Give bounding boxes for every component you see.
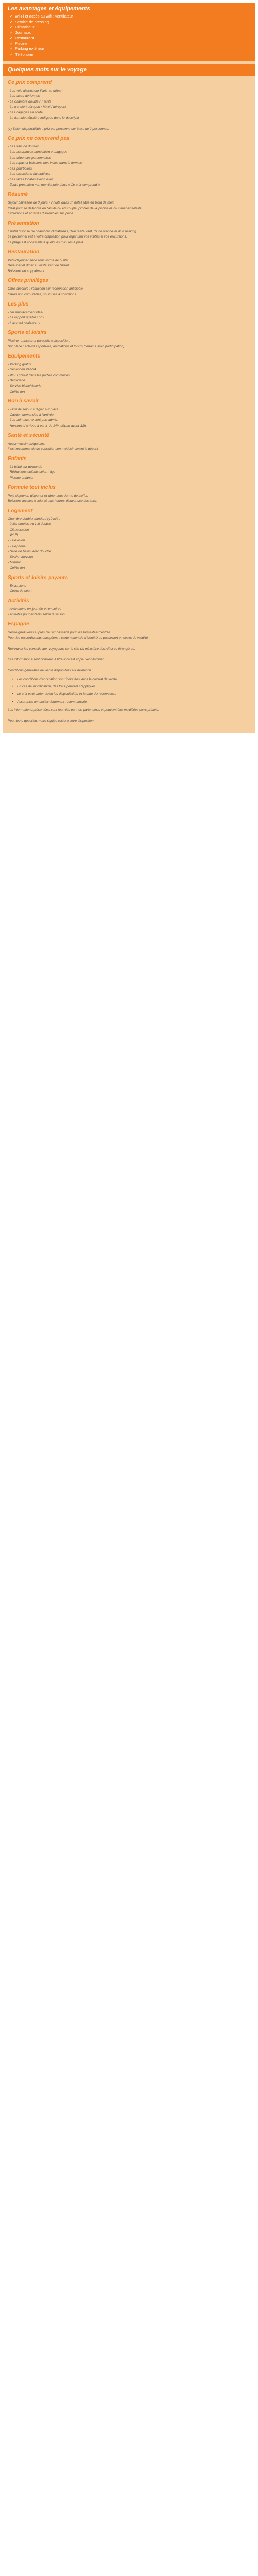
section-text (8, 258, 250, 275)
text-line: (1) Selon disponibilités ; prix par personne sur base de 2 personnes. (8, 127, 109, 131)
section-text (8, 607, 250, 618)
text-line: - Les animaux ne sont pas admis. (8, 418, 58, 422)
text-line: - Activités pour enfants selon la saison (8, 613, 65, 617)
section-heading: Ce prix comprend (8, 79, 52, 86)
section-heading: Présentation (8, 220, 39, 226)
section-heading: Sports et loisirs payants (8, 574, 68, 581)
text-line: Déjeuner et dîner au restaurant de l'hôtel. (8, 264, 70, 268)
text-line: Petit-déjeuner servi sous forme de buffet. (8, 258, 69, 262)
amenity-item: ✓ Journaux (10, 30, 31, 35)
text-line: - Les repas et boissons non inclus dans la formule (8, 161, 83, 165)
section-text (8, 89, 250, 132)
text-line: - Les assurances annulation et bagages (8, 150, 68, 154)
text-line: - Toute prestation non mentionnée dans « Ce prix comprend » (8, 183, 100, 187)
text-line: - Climatisation (8, 528, 29, 532)
text-line: Offre spéciale : réduction sur réservation anticipée. (8, 287, 84, 291)
check-icon: ✓ (10, 25, 13, 30)
check-icon: ✓ (10, 19, 13, 24)
text-line: - Service blanchisserie (8, 384, 42, 388)
section-heading: Équipements (8, 353, 40, 359)
text-line: Aucun vaccin obligatoire. (8, 442, 45, 446)
section-text (8, 465, 250, 481)
section-text (8, 338, 250, 349)
section-heading: Les plus (8, 301, 29, 307)
section-heading: Ce prix ne comprend pas (8, 135, 70, 142)
section-heading: Formule tout inclus (8, 484, 56, 490)
text-line: Retrouvez les conseils aux voyageurs sur le site du ministère des Affaires étrangères. (8, 647, 135, 651)
section-text (8, 442, 250, 452)
section-heading: Sports et loisirs (8, 330, 47, 336)
check-icon: ✓ (10, 14, 13, 19)
section-text (8, 310, 250, 327)
text-line: - 2 lits simples ou 1 lit double (8, 522, 51, 527)
amenity-item: ✓ Parking extérieur (10, 46, 44, 52)
text-line: - Les vols aller/retour Paris au départ (8, 89, 63, 93)
text-line: - Les taxes aériennes (8, 94, 40, 98)
text-line: La plage est accessible à quelques minutes à pied. (8, 241, 84, 245)
text-line: - Coffre-fort (8, 389, 25, 394)
text-line: Le personnel est à votre disposition pour organiser vos visites et vos excursions. (8, 235, 127, 239)
text-line: Sur place : activités sportives, animations et loisirs (certains avec participation). (8, 345, 125, 348)
amenity-item: ✓ Service de pressing (10, 19, 49, 24)
text-line: - Les dépenses personnelles (8, 156, 51, 160)
check-icon: ✓ (10, 52, 13, 57)
section-heading: Offres privilèges (8, 278, 49, 284)
text-line: Petit-déjeuner, déjeuner et dîner sous forme de buffet. (8, 494, 88, 498)
check-icon: ✓ (10, 36, 13, 41)
amenity-item: ✓ Climatiseur (10, 25, 35, 30)
text-line: - Cours de sport (8, 589, 32, 594)
section-text (8, 584, 250, 595)
text-line: - La formule hôtelière indiquée dans le descriptif (8, 116, 79, 120)
text-line: - Réception 24h/24 (8, 368, 36, 372)
amenity-item: ✓ Téléphone (10, 52, 34, 57)
text-line: - Horaires d'arrivée à partir de 14h, départ avant 12h. (8, 423, 87, 428)
section-heading: Santé et sécurité (8, 432, 50, 438)
amenities-box (3, 3, 255, 733)
text-line: - Téléphone (8, 544, 26, 548)
text-line: Chambre double standard (19 m²) : (8, 517, 60, 521)
section-text (8, 630, 250, 674)
infos-content (3, 76, 255, 733)
text-line: Les informations sont données à titre indicatif et peuvent évoluer. (8, 657, 105, 662)
text-line: - Lit bébé sur demande (8, 465, 42, 469)
section-text (8, 362, 250, 395)
section-heading: Enfants (8, 455, 27, 462)
text-line: Pour les ressortissants européens : carte nationale d'identité ou passeport en cours de validité. (8, 636, 149, 640)
amenity-item: ✓ Wi-Fi et accès au wifi : Ventilateur (10, 14, 73, 19)
section-heading: Restauration (8, 249, 40, 255)
section-text (8, 229, 250, 246)
text-line: - Salle de bains avec douche (8, 550, 51, 554)
check-icon: ✓ (10, 30, 13, 35)
text-line: Piscine, transats et parasols à disposition. (8, 339, 71, 343)
section-heading: Espagne (8, 621, 29, 627)
text-line: - Les frais de dossier (8, 145, 39, 149)
text-line: - Wi-Fi (8, 533, 18, 537)
section-text (8, 407, 250, 429)
text-line: - Le transfert aéroport / hôtel / aéroport (8, 105, 66, 109)
text-line: Les informations présentées sont fournies par nos partenaires et peuvent être modifiées sans préavis. (8, 708, 159, 713)
bullet-item: • Assurance annulation fortement recommandée. (8, 700, 250, 705)
text-line: Il est recommandé de consulter son médecin avant le départ. (8, 447, 99, 451)
text-line: Pour toute question, notre équipe reste à votre disposition. (8, 719, 95, 723)
section-text (8, 144, 250, 188)
text-line: - Les excursions facultatives (8, 172, 50, 176)
text-line: - Les taxes locales éventuelles (8, 177, 54, 181)
section-heading: Résumé (8, 192, 28, 198)
text-line: - L'accueil chaleureux (8, 321, 40, 325)
text-line: - Caution demandée à l'arrivée. (8, 413, 55, 417)
amenity-item: ✓ Piscine (10, 41, 28, 46)
section-text (8, 286, 250, 297)
section-text (8, 708, 250, 724)
bullet-item: • Les conditions d'annulation sont indiquées dans le contrat de vente. (8, 677, 250, 683)
text-line: Boissons en supplément. (8, 269, 45, 273)
text-line: - Réductions enfants selon l'âge (8, 470, 56, 474)
amenities-title: Les avantages et équipements (8, 6, 90, 12)
text-line: Renseignez-vous auprès de l'ambassade pour les formalités d'entrée. (8, 631, 111, 634)
text-line: - Les bagages en soute (8, 110, 43, 114)
text-line: Excursions et activités disponibles sur place. (8, 212, 74, 216)
text-line: - Taxe de séjour à régler sur place. (8, 408, 60, 412)
text-line: - Télévision (8, 539, 25, 543)
text-line: - Wi-Fi gratuit dans les parties communes (8, 373, 70, 377)
text-line: - Parking gratuit (8, 362, 31, 366)
section-heading: Bon à savoir (8, 398, 39, 404)
text-line: - Bagagerie (8, 379, 25, 383)
amenities-list (8, 14, 250, 57)
text-line: - Le rapport qualité / prix (8, 316, 44, 320)
text-line: - Minibar (8, 561, 21, 565)
amenity-item: ✓ Restaurant (10, 36, 34, 41)
text-line: - Les pourboires (8, 166, 32, 171)
text-line: - Coffre-fort (8, 566, 25, 570)
text-line: Offres non cumulables, soumises à conditions. (8, 293, 77, 297)
text-line: L'hôtel dispose de chambres climatisées, d'un restaurant, d'une piscine et d'un parking. (8, 229, 137, 233)
text-line: - Sèche-cheveux (8, 555, 33, 559)
bullet-item: • Le prix peut varier selon les disponibilités et la date de réservation. (8, 692, 250, 698)
text-line: - Animations en journée et en soirée (8, 607, 62, 611)
section-text (8, 200, 250, 217)
section-text (8, 494, 250, 504)
text-line: - Piscine enfants (8, 476, 33, 480)
infos-title: Quelques mots sur le voyage (3, 64, 255, 76)
amenities-header (3, 3, 255, 61)
section-text (8, 517, 250, 571)
text-line: Boissons locales à volonté aux heures d'ouverture des bars. (8, 499, 98, 503)
text-line: Conditions générales de vente disponibles sur demande. (8, 669, 92, 673)
bullet-item: • En cas de modification, des frais peuvent s'appliquer. (8, 684, 250, 690)
text-line: - Excursions (8, 584, 26, 588)
section-heading: Activités (8, 598, 29, 604)
section-heading: Logement (8, 507, 33, 514)
text-line: Séjour balnéaire de 8 jours / 7 nuits dans un hôtel situé en bord de mer. (8, 201, 115, 205)
text-line: - La chambre double / 7 nuits (8, 99, 52, 104)
bullet-list (8, 677, 250, 705)
text-line: Idéal pour se détendre en famille ou en couple, profiter de la piscine et du climat ensoleillé. (8, 206, 143, 210)
check-icon: ✓ (10, 46, 13, 52)
text-line: - Un emplacement idéal (8, 310, 43, 314)
check-icon: ✓ (10, 41, 13, 46)
